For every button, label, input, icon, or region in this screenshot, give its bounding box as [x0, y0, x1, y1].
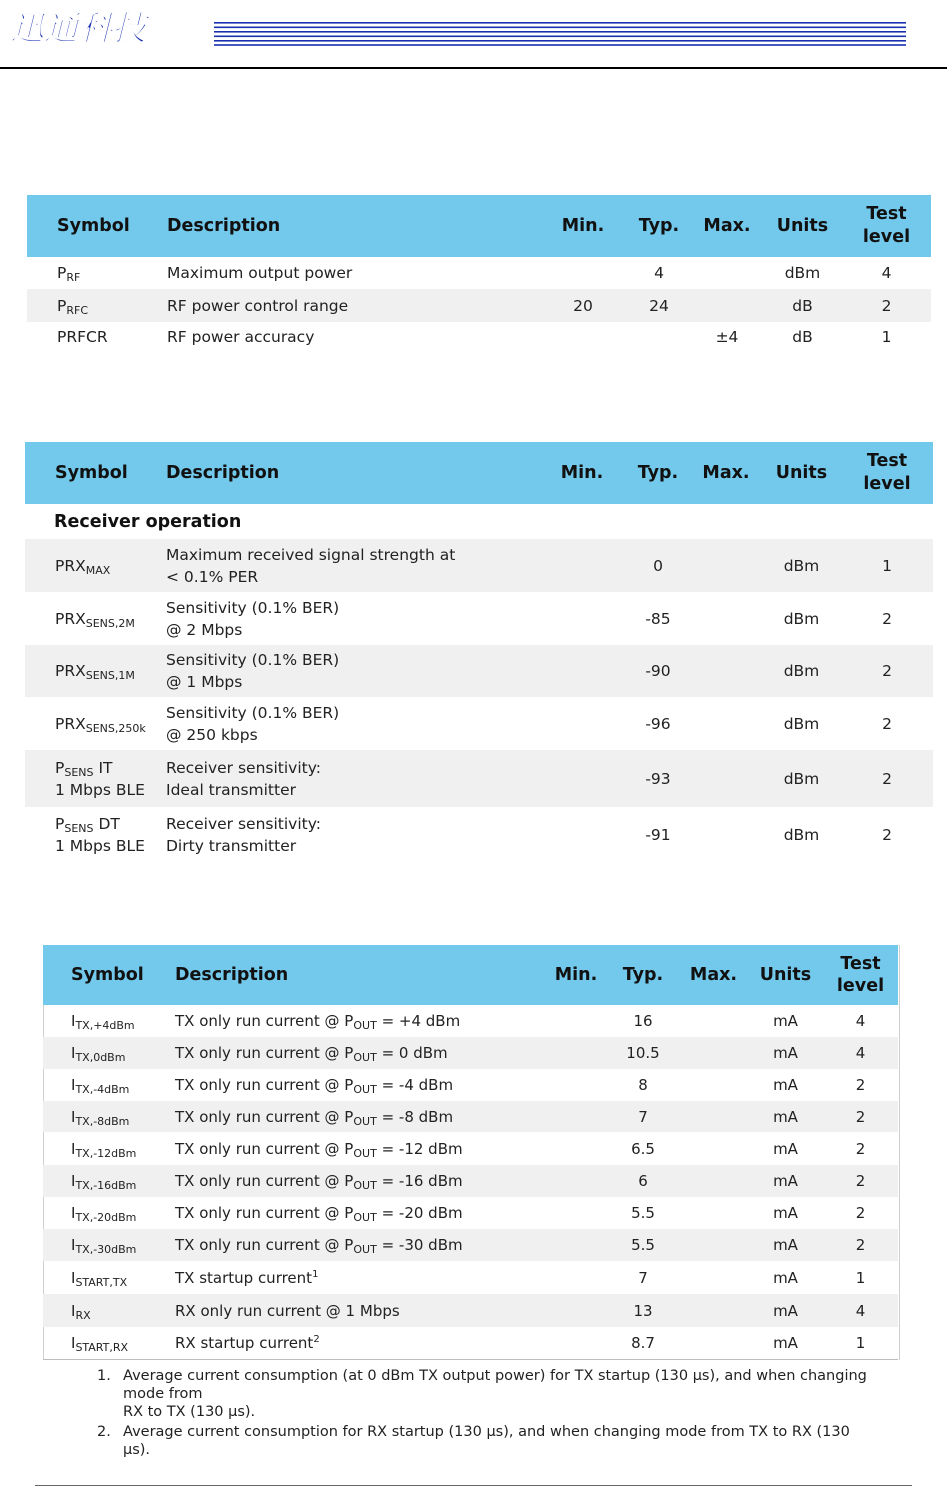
rf-power-table	[27, 195, 931, 352]
col-symbol: Symbol	[43, 945, 175, 1005]
table-row: $I_{START,TX}$ TX startup current$^1$ 7 mA 1	[71, 1268, 866, 1289]
table-row: $PRX_{SENS,2M}$ Sensitivity (0.1% BER) @ 2 Mbps -85 dBm 2	[55, 598, 892, 639]
table-row: PRFCR RF power accuracy ±4 dB 1	[57, 328, 892, 346]
footnote: 1. Average current consumption (at 0 dBm TX output power) for TX startup (130 µs), and when changing mode from RX to TX (130 µs).	[97, 1368, 867, 1420]
company-logo	[10, 9, 200, 47]
col-min: Min.	[545, 945, 607, 1005]
logo-text: 迅通科技	[10, 9, 146, 47]
col-max: Max.	[691, 195, 763, 257]
col-typ: Typ.	[607, 945, 679, 1005]
table-row: $PRX_{SENS,1M}$ Sensitivity (0.1% BER) @ 1 Mbps -90 dBm 2	[25, 645, 933, 697]
table-row: $I_{TX,-8dBm}$ TX only run current @ $P_{OUT} = -8$ dBm 7 mA 2	[43, 1101, 898, 1132]
header-rule	[0, 67, 947, 69]
footer-rule	[35, 1485, 912, 1486]
col-description: Description	[175, 945, 545, 1005]
table-row: $I_{TX,0dBm}$ TX only run current @ $P_{OUT} = 0$ dBm 10.5 mA 4	[43, 1037, 898, 1069]
col-max: Max.	[690, 442, 762, 504]
table-row: $P_{RFC}$ RF power control range 20 24 dB 2	[27, 289, 931, 322]
col-description: Description	[167, 195, 539, 257]
col-typ: Typ.	[626, 442, 690, 504]
col-typ: Typ.	[627, 195, 691, 257]
col-symbol: Symbol	[25, 442, 166, 504]
table-header	[43, 945, 898, 1005]
table-row: $PRX_{SENS,250k}$ Sensitivity (0.1% BER) @ 250 kbps -96 dBm 2	[55, 703, 892, 744]
table-row: $I_{START,RX}$ RX startup current$^2$ 8.7 mA 1	[71, 1333, 866, 1354]
table-row: $I_{TX,-30dBm}$ TX only run current @ $P_{OUT} = -30$ dBm 5.5 mA 2	[43, 1229, 898, 1261]
col-description: Description	[166, 442, 538, 504]
header-decorative-lines	[214, 22, 906, 46]
section-header: Receiver operation	[54, 511, 242, 532]
col-test-level: Test level	[842, 195, 931, 257]
table-header	[27, 195, 931, 257]
col-max: Max.	[679, 945, 748, 1005]
table-row: $I_{TX,-20dBm}$ TX only run current @ $P_{OUT} = -20$ dBm 5.5 mA 2	[71, 1204, 866, 1224]
col-test-level: Test level	[823, 945, 898, 1005]
col-units: Units	[762, 442, 841, 504]
table-row: $P_{SENS}$ IT 1 Mbps BLE Receiver sensitivity: Ideal transmitter -93 dBm 2	[25, 750, 933, 807]
receiver-table	[25, 442, 933, 862]
table-row: $I_{TX,+4dBm}$ TX only run current @ $P_{OUT} = +4$ dBm 16 mA 4	[71, 1012, 866, 1032]
table-row: $I_{TX,-16dBm}$ TX only run current @ $P_{OUT} = -16$ dBm 6 mA 2	[43, 1165, 898, 1197]
col-units: Units	[763, 195, 842, 257]
table-row: $I_{TX,-4dBm}$ TX only run current @ $P_{OUT} = -4$ dBm 8 mA 2	[71, 1076, 866, 1096]
table-row: $PRX_{MAX}$ Maximum received signal strength at < 0.1% PER 0 dBm 1	[25, 539, 933, 592]
table-row: $P_{RF}$ Maximum output power 4 dBm 4	[57, 264, 892, 284]
col-min: Min.	[539, 195, 627, 257]
col-test-level: Test level	[841, 442, 933, 504]
current-consumption-table	[43, 945, 898, 1360]
col-min: Min.	[538, 442, 626, 504]
footnotes	[97, 1367, 867, 1461]
col-symbol: Symbol	[27, 195, 167, 257]
table-row: $I_{RX}$ RX only run current @ 1 Mbps 13 mA 4	[43, 1294, 898, 1327]
table-row: $I_{TX,-12dBm}$ TX only run current @ $P_{OUT} = -12$ dBm 6.5 mA 2	[71, 1139, 866, 1160]
table-row: $P_{SENS}$ DT 1 Mbps BLE Receiver sensitivity: Dirty transmitter -91 dBm 2	[55, 814, 892, 855]
table-header	[25, 442, 933, 504]
footnote: 2. Average current consumption for RX startup (130 µs), and when changing mode from TX to RX (130 µs).	[97, 1424, 850, 1458]
col-units: Units	[748, 945, 823, 1005]
